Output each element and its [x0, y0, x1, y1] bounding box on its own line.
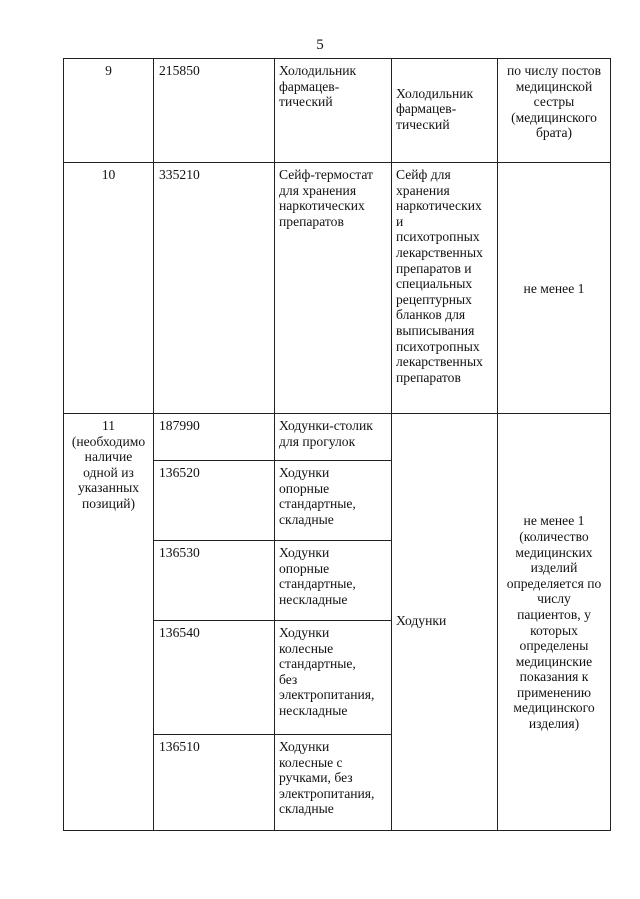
device-code: 335210 — [154, 163, 275, 414]
device-type: Сейф для хранения наркотических и психотропных лекарственных препаратов и специальных рецептурных бланков для выписывания психотропных лекарственных препаратов — [392, 163, 498, 414]
device-type: Холодильник фармацев- тический — [392, 59, 498, 163]
device-code: 215850 — [154, 59, 275, 163]
device-code: 187990 — [154, 414, 275, 461]
row-number: 11 (необходимо наличие одной из указанных позиций) — [64, 414, 154, 831]
required-quantity: не менее 1 (количество медицинских изделий определяется по числу пациентов, у которых определены медицинские показания к применению медицинского изделия) — [498, 414, 611, 831]
device-code: 136540 — [154, 621, 275, 735]
device-name: Ходунки опорные стандартные, нескладные — [275, 541, 392, 621]
device-name: Ходунки колесные стандартные, без электропитания, нескладные — [275, 621, 392, 735]
table-row — [64, 59, 611, 163]
device-name: Ходунки опорные стандартные, складные — [275, 461, 392, 541]
device-code: 136510 — [154, 735, 275, 831]
page-number: 5 — [316, 37, 324, 53]
device-name: Ходунки колесные с ручками, без электропитания, складные — [275, 735, 392, 831]
device-code: 136520 — [154, 461, 275, 541]
device-code: 136530 — [154, 541, 275, 621]
device-name: Холодильник фармацев- тический — [275, 59, 392, 163]
equipment-table — [63, 58, 611, 831]
table-row — [64, 414, 611, 461]
row-number: 9 — [64, 59, 154, 163]
required-quantity: не менее 1 — [498, 163, 611, 414]
table-row — [64, 163, 611, 414]
device-name: Сейф-термостат для хранения наркотических препаратов — [275, 163, 392, 414]
device-name: Ходунки-столик для прогулок — [275, 414, 392, 461]
row-number: 10 — [64, 163, 154, 414]
required-quantity: по числу постов медицинской сестры (медицинского брата) — [498, 59, 611, 163]
device-type: Ходунки — [392, 414, 498, 831]
